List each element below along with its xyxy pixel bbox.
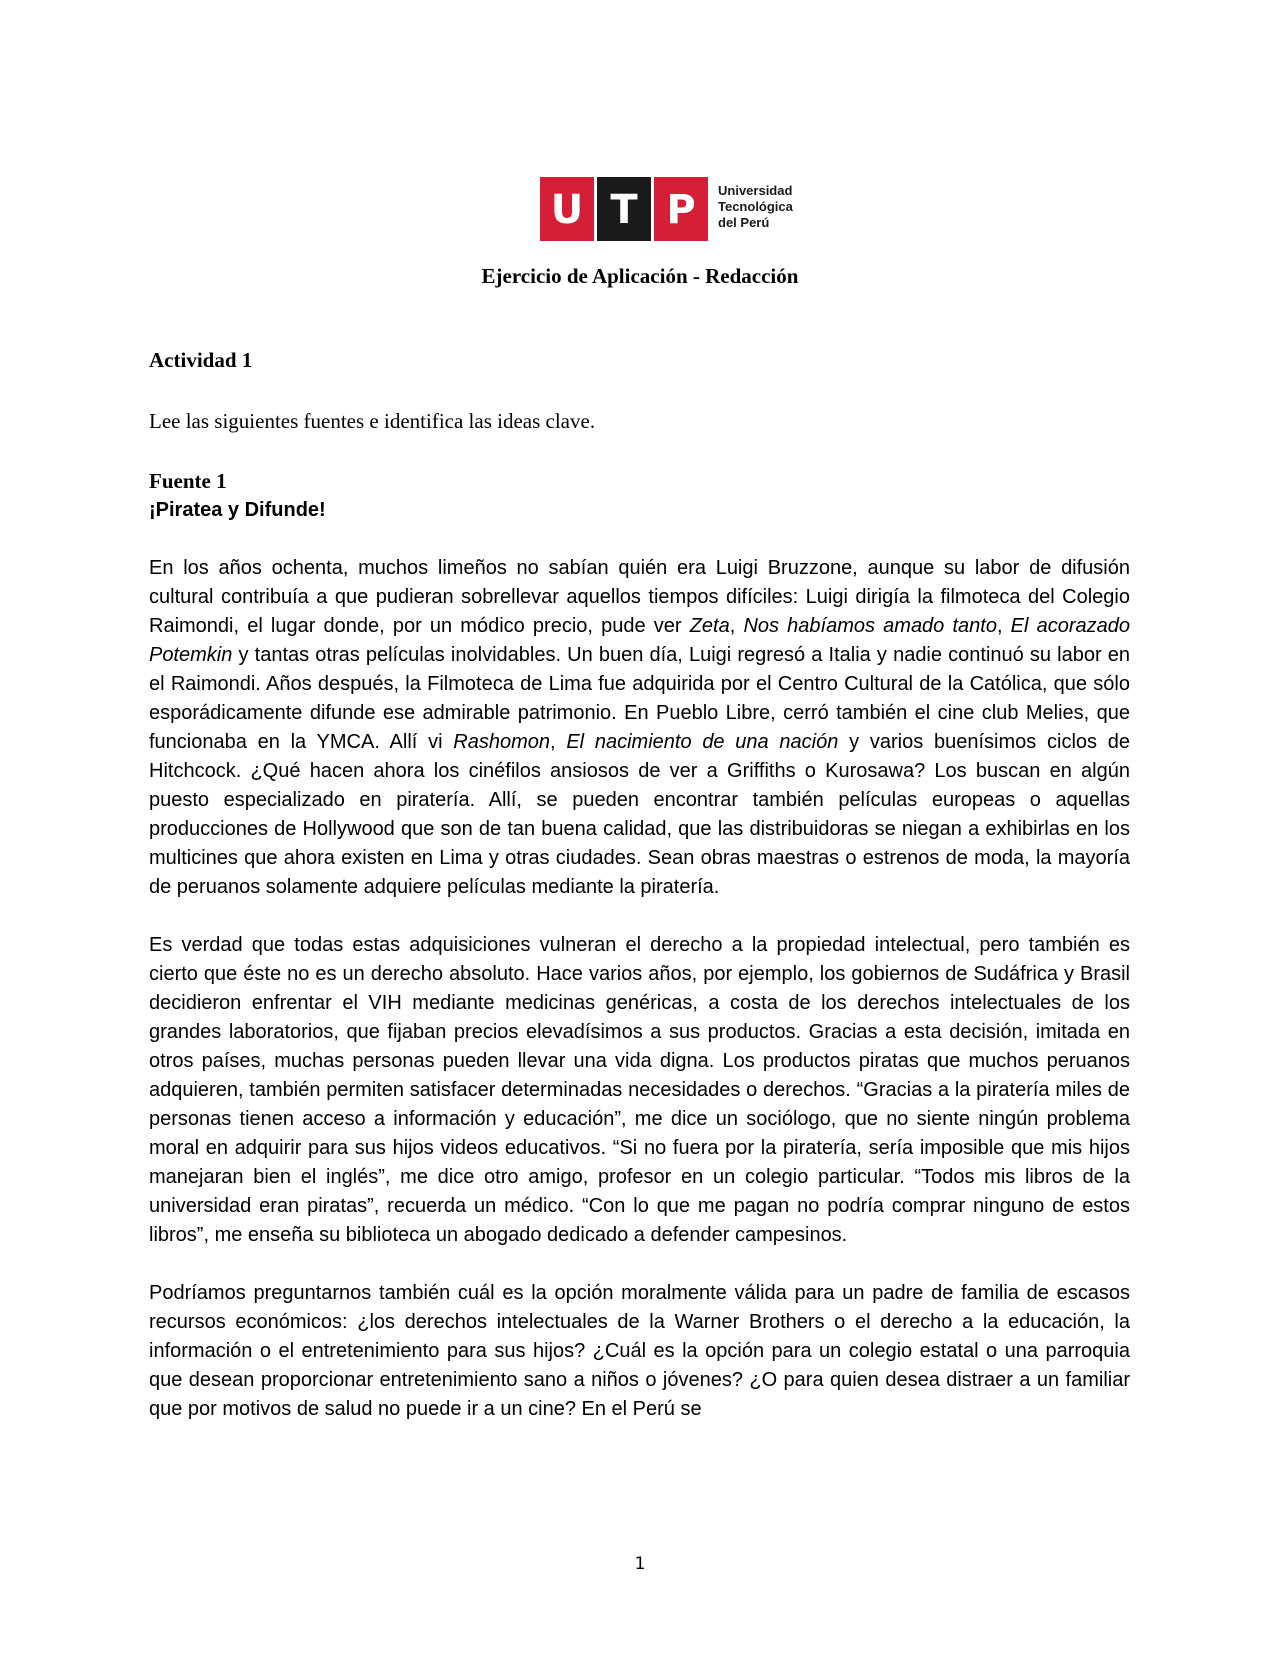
film-title-nacimiento: El nacimiento de una nación (566, 731, 839, 753)
paragraph-1-text-b: , (729, 615, 744, 637)
logo-text-line-2: Tecnológica (718, 199, 793, 214)
paragraph-1-text-e: , (550, 731, 567, 753)
film-title-potemkin: El acorazado Potemkin (149, 615, 1131, 666)
paragraph-1-text-a: En los años ochenta, muchos limeños no sabían quién era Luigi Bruzzone, aunque su labor de difusión cultural contribuía a que pudieran sobrellevar aquellos tiempos difíciles: Luigi dirigía la filmoteca del Colegio Raimondi, el lugar donde, por un módico precio, pude ver (149, 557, 1130, 637)
film-title-nos-habiamos: Nos habíamos amado tanto (743, 615, 997, 637)
logo-letter-u: U (550, 187, 584, 233)
paragraph-1-text-c: , (996, 615, 1011, 637)
logo-text-line-3: del Perú (718, 215, 770, 230)
document-title: Ejercicio de Aplicación - Redacción (481, 264, 799, 288)
activity-heading: Actividad 1 (149, 348, 253, 372)
source-label: Fuente 1 (149, 469, 227, 493)
page-number: 1 (634, 1554, 646, 1574)
utp-logo (540, 177, 820, 241)
paragraph-1-text-f: y varios buenísimos ciclos de Hitchcock. ¿Qué hacen ahora los cinéfilos ansiosos de ver a Griffiths o Kurosawa? Los buscan en algún puesto especializado en piratería. Allí, se pueden encontrar también películas europeas o aquellas producciones de Hollywood que son de tan buena calidad, que las distribuidoras se niegan a exhibirlas en los multicines que ahora existen en Lima y otras ciudades. Sean obras maestras o estrenos de moda, la mayoría de peruanos solamente adquiere películas mediante la piratería. (149, 731, 1131, 898)
logo-text-line-1: Universidad (718, 183, 793, 198)
paragraph-1-text-d: y tantas otras películas inolvidables. Un buen día, Luigi regresó a Italia y nadie continuó su labor en el Raimondi. Años después, la Filmoteca de Lima fue adquirida por el Centro Cultural de la Católica, que sólo esporádicamente difunde ese admirable patrimonio. En Pueblo Libre, cerró también el cine club Melies, que funcionaba en la YMCA. Allí vi (149, 644, 1130, 753)
activity-instruction: Lee las siguientes fuentes e identifica las ideas clave. (149, 409, 596, 433)
paragraph-1 (149, 554, 1130, 902)
logo-letter-t: T (610, 187, 638, 233)
paragraph-3: Podríamos preguntarnos también cuál es la opción moralmente válida para un padre de familia de escasos recursos económicos: ¿los derechos intelectuales de la Warner Brothers o el derecho a la educación, la información o el entretenimiento para sus hijos? ¿Cuál es la opción para un colegio estatal o una parroquia que desean proporcionar entretenimiento sano a niños o jóvenes? ¿O para quien desea distraer a un familiar que por motivos de salud no puede ir a un cine? En el Perú se (149, 1282, 1130, 1420)
paragraph-2: Es verdad que todas estas adquisiciones vulneran el derecho a la propiedad intelectual, pero también es cierto que éste no es un derecho absoluto. Hace varios años, por ejemplo, los gobiernos de Sudáfrica y Brasil decidieron enfrentar el VIH mediante medicinas genéricas, a costa de los derechos intelectuales de los grandes laboratorios, que fijaban precios elevadísimos a sus productos. Gracias a esta decisión, imitada en otros países, muchas personas pueden llevar una vida digna. Los productos piratas que muchos peruanos adquieren, también permiten satisfacer determinadas necesidades o derechos. “Gracias a la piratería miles de personas tienen acceso a información y educación”, me dice un sociólogo, que no siente ningún problema moral en adquirir para sus hijos videos educativos. “Si no fuera por la piratería, sería imposible que mis hijos manejaran bien el inglés”, me dice otro amigo, profesor en un colegio particular. “Todos mis libros de la universidad eran piratas”, recuerda un médico. “Con lo que me pagan no podría comprar ninguno de estos libros”, me enseña su biblioteca un abogado dedicado a defender campesinos. (149, 934, 1130, 1246)
source-title: ¡Piratea y Difunde! (149, 499, 326, 521)
film-title-zeta: Zeta (689, 615, 730, 637)
film-title-rashomon: Rashomon (453, 731, 550, 753)
logo-letter-p: P (666, 187, 696, 233)
document-body (149, 346, 1130, 1453)
